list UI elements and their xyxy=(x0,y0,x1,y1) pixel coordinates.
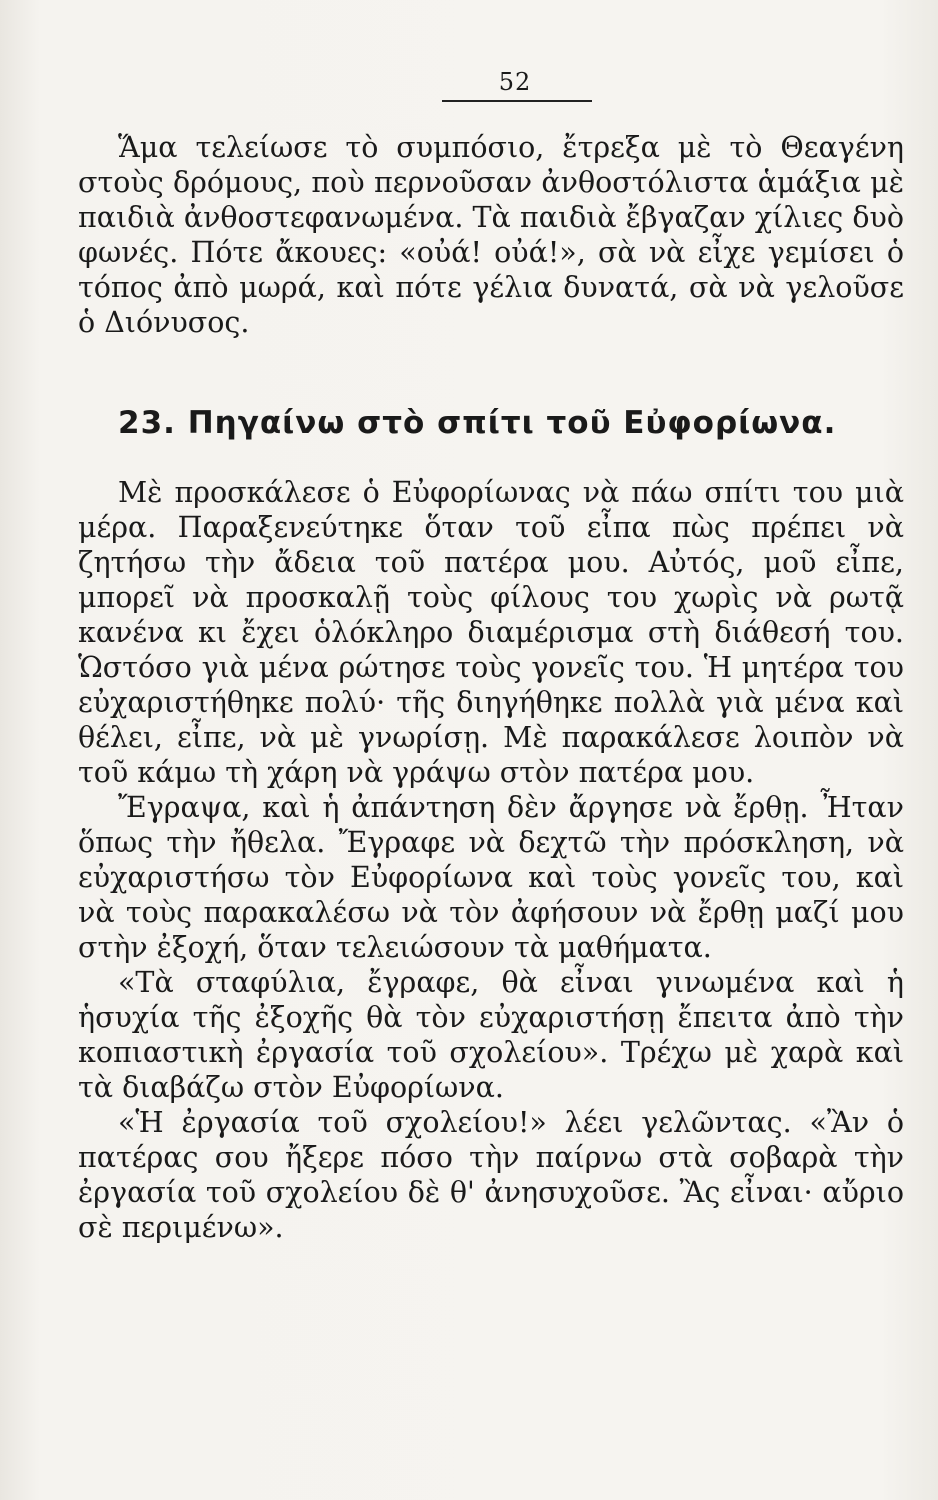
page-number: 52 xyxy=(498,68,532,96)
header-rule xyxy=(442,100,592,102)
body-paragraph-3: «Τὰ σταφύλια, ἔγραφε, θὰ εἶναι γινωμένα καὶ ἡ ἡσυχία τῆς ἐξοχῆς θὰ τὸν εὐχαριστήσῃ ἔπειτα ἀπὸ τὴν κοπιαστικὴ ἐργασία τοῦ σχολείου». Τρέχω μὲ χαρὰ καὶ τὰ διαβάζω στὸν Εὐφορίωνα. xyxy=(78,966,904,1104)
intro-text xyxy=(78,130,904,340)
chapter-heading: 23. Πηγαίνω στὸ σπίτι τοῦ Εὐφορίωνα. xyxy=(118,405,837,441)
chapter-body xyxy=(78,475,904,1245)
intro-paragraph: Ἅμα τελείωσε τὸ συμπόσιο, ἔτρεξα μὲ τὸ Θεαγένη στοὺς δρόμους, ποὺ περνοῦσαν ἀνθοστόλιστα ἁμάξια μὲ παιδιὰ ἀνθοστεφανωμένα. Τὰ παιδιὰ ἔβγαζαν χίλιες δυὸ φωνές. Πότε ἄκουες: «οὐά! οὐά!», σὰ νὰ εἶχε γεμίσει ὁ τόπος ἀπὸ μωρά, καὶ πότε γέλια δυνατά, σὰ νὰ γελοῦσε ὁ Διόνυσος. xyxy=(78,131,904,339)
body-paragraph-1: Μὲ προσκάλεσε ὁ Εὐφορίωνας νὰ πάω σπίτι του μιὰ μέρα. Παραξενεύτηκε ὅταν τοῦ εἶπα πὼς πρέπει νὰ ζητήσω τὴν ἄδεια τοῦ πατέρα μου. Αὐτός, μοῦ εἶπε, μπορεῖ νὰ προσκαλῇ τοὺς φίλους του χωρὶς νὰ ρωτᾷ κανένα κι ἔχει ὁλόκληρο διαμέρισμα στὴ διάθεσή του. Ὡστόσο γιὰ μένα ρώτησε τοὺς γονεῖς του. Ἡ μητέρα του εὐχαριστήθηκε πολύ· τῆς διηγήθηκε πολλὰ γιὰ μένα καὶ θέλει, εἶπε, νὰ μὲ γνωρίσῃ. Μὲ παρακάλεσε λοιπὸν νὰ τοῦ κάμω τὴ χάρη νὰ γράψω στὸν πατέρα μου. xyxy=(78,476,904,789)
body-paragraph-4: «Ἡ ἐργασία τοῦ σχολείου!» λέει γελῶντας. «Ἂν ὁ πατέρας σου ἤξερε πόσο τὴν παίρνω στὰ σοβαρὰ τὴν ἐργασία τοῦ σχολείου δὲ θ' ἀνησυχοῦσε. Ἂς εἶναι· αὔριο σὲ περιμένω». xyxy=(78,1106,904,1244)
body-paragraph-2: Ἔγραψα, καὶ ἡ ἀπάντηση δὲν ἄργησε νὰ ἔρθῃ. Ἦταν ὅπως τὴν ἤθελα. Ἔγραφε νὰ δεχτῶ τὴν πρόσκληση, νὰ εὐχαριστήσω τὸν Εὐφορίωνα καὶ τοὺς γονεῖς του, καὶ νὰ τοὺς παρακαλέσω νὰ τὸν ἀφήσουν νὰ ἔρθῃ μαζί μου στὴν ἐξοχή, ὅταν τελειώσουν τὰ μαθήματα. xyxy=(78,791,904,964)
